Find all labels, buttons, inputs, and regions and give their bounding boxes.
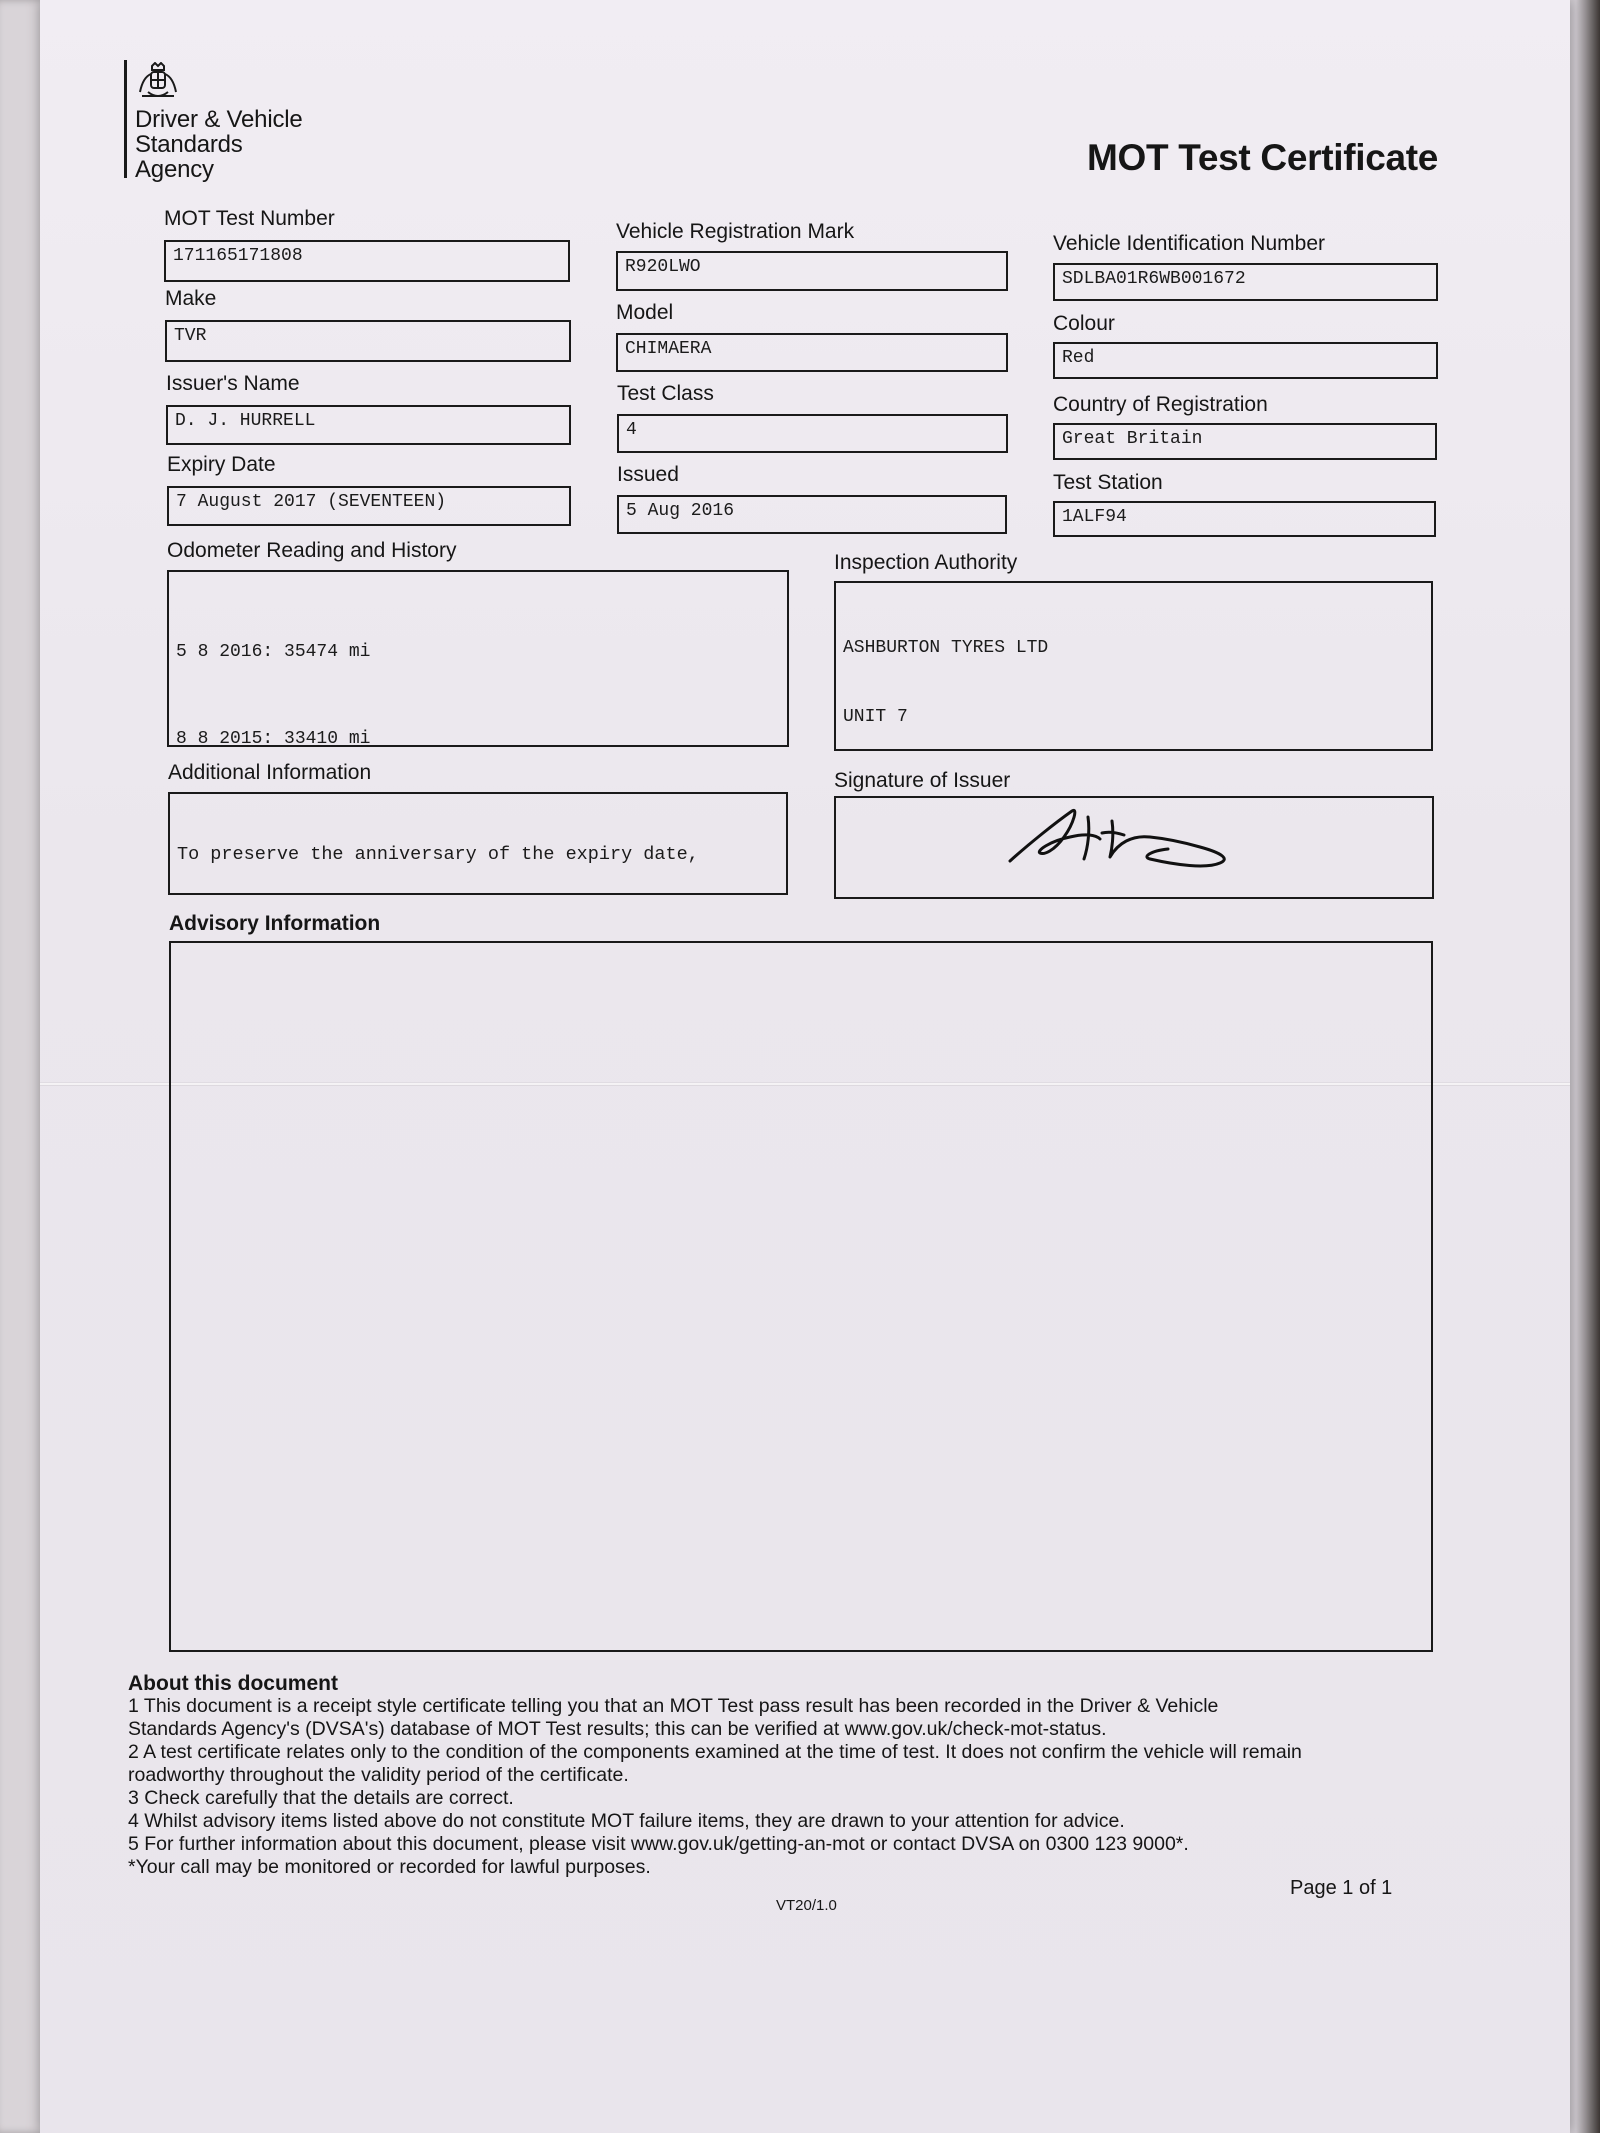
make-field: TVR <box>165 320 571 362</box>
address-line: ASHBURTON TYRES LTD <box>843 638 1049 658</box>
about-this-document <box>128 1672 1428 1879</box>
issued-field: 5 Aug 2016 <box>617 495 1007 534</box>
issuer-name-label: Issuer's Name <box>166 372 300 395</box>
about-line: roadworthy throughout the validity period of the certificate. <box>128 1764 629 1786</box>
test-class-label: Test Class <box>617 382 714 405</box>
vrm-field: R920LWO <box>616 251 1008 291</box>
about-line: 4 Whilst advisory items listed above do not constitute MOT failure items, they are drawn to your attention for advice. <box>128 1810 1125 1832</box>
about-line: Standards Agency's (DVSA's) database of MOT Test results; this can be verified at www.gov.uk/check-mot-status. <box>128 1718 1107 1740</box>
odometer-label: Odometer Reading and History <box>167 539 457 562</box>
odometer-history-box <box>167 570 789 747</box>
mot-test-number-field: 171165171808 <box>164 240 570 282</box>
vin-label: Vehicle Identification Number <box>1053 232 1325 255</box>
inspection-authority-label: Inspection Authority <box>834 551 1018 574</box>
about-line: 1 This document is a receipt style certificate telling you that an MOT Test pass result has been recorded in the Driver & Vehicle <box>128 1695 1219 1717</box>
additional-info-label: Additional Information <box>168 761 372 784</box>
additional-info-box <box>168 792 788 895</box>
model-label: Model <box>616 301 674 324</box>
model-field: CHIMAERA <box>616 333 1008 372</box>
issuer-name-field: D. J. HURRELL <box>166 405 571 445</box>
page-title: MOT Test Certificate <box>1087 137 1439 178</box>
about-heading: About this document <box>128 1672 338 1695</box>
logo-divider <box>124 60 127 178</box>
vrm-label: Vehicle Registration Mark <box>616 220 855 243</box>
test-station-field: 1ALF94 <box>1053 501 1436 537</box>
country-field: Great Britain <box>1053 423 1437 460</box>
make-label: Make <box>165 287 217 310</box>
about-line: 2 A test certificate relates only to the condition of the components examined at the time of test. It does not confirm the vehicle will remain <box>128 1741 1302 1763</box>
odometer-entry: 5 8 2016: 35474 mi <box>176 642 371 662</box>
odometer-entry: 8 8 2015: 33410 mi <box>176 729 371 747</box>
agency-line: Driver & Vehicle <box>135 106 303 133</box>
expiry-date-field: 7 August 2017 (SEVENTEEN) <box>167 486 571 526</box>
issued-label: Issued <box>617 463 679 486</box>
advisory-info-box <box>169 941 1433 1652</box>
colour-field: Red <box>1053 342 1438 379</box>
signature-mark <box>1000 803 1260 873</box>
vin-field: SDLBA01R6WB001672 <box>1053 263 1438 301</box>
mot-test-number-label: MOT Test Number <box>164 207 335 230</box>
inspection-authority-box <box>834 581 1433 751</box>
signature-label: Signature of Issuer <box>834 769 1011 792</box>
agency-line: Agency <box>135 156 214 183</box>
address-line: UNIT 7 <box>843 707 908 727</box>
about-line: 3 Check carefully that the details are correct. <box>128 1787 514 1809</box>
form-code: VT20/1.0 <box>776 1897 837 1914</box>
expiry-date-label: Expiry Date <box>167 453 276 476</box>
colour-label: Colour <box>1053 312 1115 335</box>
test-class-field: 4 <box>617 414 1008 453</box>
additional-info-line: To preserve the anniversary of the expiry date, <box>177 844 699 865</box>
country-label: Country of Registration <box>1053 393 1268 416</box>
page-number: Page 1 of 1 <box>1290 1877 1393 1899</box>
test-station-label: Test Station <box>1053 471 1163 494</box>
agency-line: Standards <box>135 131 243 158</box>
royal-crest-icon <box>134 62 182 102</box>
agency-name <box>135 107 303 182</box>
advisory-info-label: Advisory Information <box>169 912 381 935</box>
about-line: *Your call may be monitored or recorded for lawful purposes. <box>128 1856 651 1878</box>
about-line: 5 For further information about this document, please visit www.gov.uk/getting-an-mot or contact DVSA on 0300 123 9000*. <box>128 1833 1189 1855</box>
